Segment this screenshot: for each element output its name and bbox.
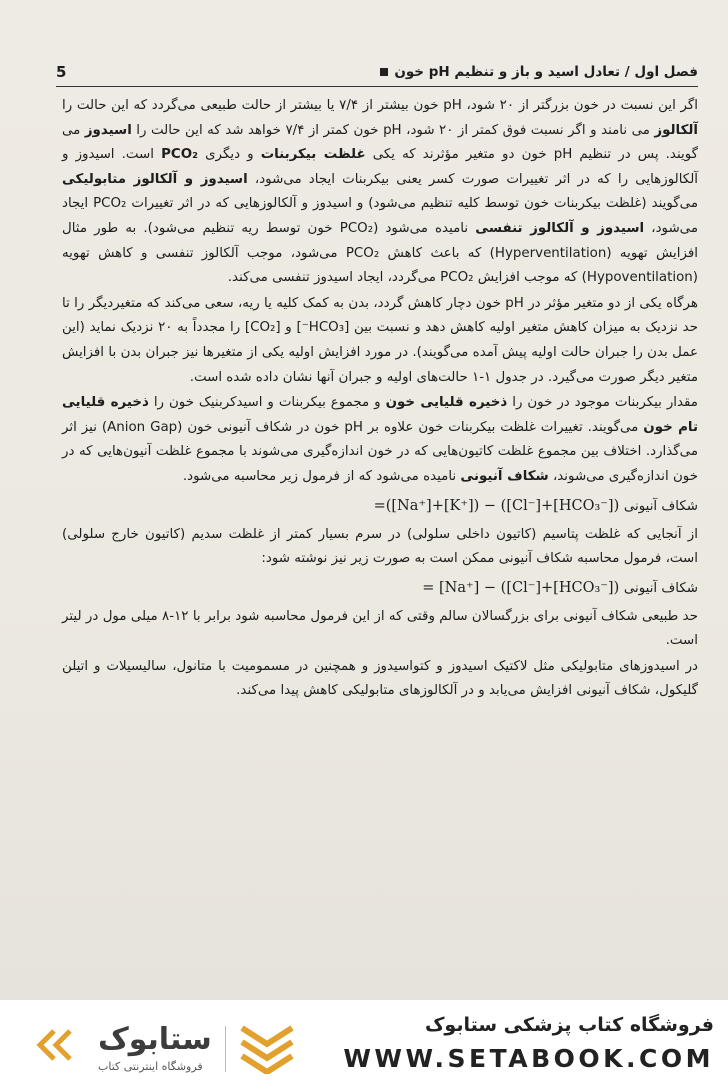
formula-label: شکاف آنیونی [623, 498, 698, 514]
text-run: و مجموع بیکربنات و اسیدکربنیک خون را [148, 395, 386, 411]
bold-term: اسیدوز [84, 122, 132, 138]
text-run: می‌گویند (غلظت بیکربنات خون توسط کلیه تنظیم می‌شود) و اسیدوز و آلکالوزهایی که در اثر تغییرات PCO₂ ایجاد می‌شود، [62, 196, 699, 236]
page-number: 5 [56, 63, 67, 81]
text-run: می‌گویند. تغییرات غلظت بیکربنات خون علاوه بر pH خون در شکاف آنیونی خون (Anion Gap) نیز اثر می‌گذارد. اختلاف بین مجموع غلظت کاتیون‌هایی که در خون اندازه‌گیری می‌شوند با مجموع غلظت آنیون‌هایی که در خون اندازه‌گیری می‌شوند، [62, 419, 698, 484]
logo-subtitle: فروشگاه اینترنتی کتاب [98, 1060, 203, 1073]
formula-label: شکاف آنیونی [623, 580, 698, 596]
logo-divider [225, 1026, 226, 1072]
text-run: اگر این نسبت در خون بزرگتر از ۲۰ شود، pH خون بیشتر از ۷/۴ یا بیشتر از حالت طبیعی می‌گردد که این حالت را [62, 98, 699, 113]
bold-term: PCO₂ [161, 147, 198, 163]
paragraph-2 [62, 292, 698, 390]
bold-term: آلکالوز [654, 122, 698, 138]
double-chevron-icon [36, 1028, 82, 1062]
text-run: مقدار بیکربنات موجود در خون را [507, 395, 698, 411]
anion-gap-formula-2 [62, 572, 698, 605]
bold-term: غلظت بیکربنات [260, 147, 366, 163]
text-run: نامیده می‌شود که از فرمول زیر محاسبه می‌شود. [182, 468, 461, 484]
square-bullet-icon [380, 68, 388, 76]
text-run: می نامند و اگر نسبت فوق کمتر از ۲۰ شود، pH خون کمتر از ۷/۴ خواهد شد که این حالت را [131, 122, 655, 138]
text-run: می گویند. پس در تنظیم pH خون دو متغیر مؤثرند که یکی [62, 122, 699, 163]
page-header [56, 58, 698, 87]
paragraph-normal-range: حد طبیعی شکاف آنیونی برای بزرگسالان سالم وقتی که از این فرمول محاسبه شود برابر با ۱۲-۸ میلی مول در لیتر است. [62, 608, 698, 649]
text-run: نامیده می‌شود (PCO₂ خون توسط ریه تنظیم می‌شود). به طور مثال افزایش تهویه (Hyperventilation) که باعث کاهش PCO₂ می‌شود، موجب آلکالوز تنفسی و کاهش تهویه (Hypoventilation) که موجب افزایش PCO₂ می‌گردد، ایجاد اسیدوز تنفسی می‌کند. [62, 220, 699, 286]
anion-gap-formula-1 [62, 490, 698, 523]
store-banner [0, 1000, 728, 1080]
paragraph-1 [62, 94, 698, 291]
page-body [62, 94, 698, 704]
store-name: فروشگاه کتاب پزشکی ستابوک [424, 1014, 714, 1036]
formula-expression: = [Na⁺] − ([Cl⁻]+[HCO₃⁻]) [422, 579, 620, 596]
store-logo[interactable] [36, 1018, 291, 1073]
bold-term: شکاف آنیونی [460, 468, 549, 484]
paragraph-last: در اسیدوزهای متابولیکی مثل لاکتیک اسیدوز و کتواسیدوز و همچنین در مسمومیت با متانول، سالیسیلات و اتیلن گلیکول، شکاف آنیونی افزایش می‌یابد و در آلکالوزهای متابولیکی کاهش پیدا می‌کند. [62, 658, 698, 699]
bold-term: ذخیره قلیایی خون [385, 395, 508, 411]
logo-wordmark: ستابوک [98, 1022, 212, 1057]
text-run: هرگاه یکی از دو متغیر مؤثر در pH خون دچار کاهش گردد، بدن به کمک کلیه یا ریه، سعی می‌کند که متغیردیگر را تا حد نزدیک به میزان کاهش متغیر اولیه کاهش دهد و نسبت بین [HCO₃⁻] و [CO₂] را مجدداً به ۲۰ نزدیک نماید (این عمل بدن را جبران حالت اولیه پیش آمده می‌گویند). در مورد افزایش اولیه یکی از متغیرها نیز جبران بدن با افزایش متغیر دیگر صورت می‌گیرد. در جدول ۱-۱ حالت‌های اولیه و جبران آنها نشان داده شده است. [62, 295, 698, 385]
bold-term: اسیدوز و آلکالوز تنفسی [475, 220, 645, 236]
bold-term: اسیدوز و آلکالوز متابولیکی [62, 171, 248, 187]
formula-expression: =([Na⁺]+[K⁺]) − ([Cl⁻]+[HCO₃⁻]) [373, 497, 620, 514]
paragraph-mid: از آنجایی که غلظت پتاسیم (کاتیون داخلی سلولی) در سرم بسیار کمتر از غلظت سدیم (کاتیون خارج سلولی) است، فرمول محاسبه شکاف آنیونی ممکن است به صورت زیر نیز نوشته شود: [62, 526, 698, 567]
running-title-text: فصل اول / تعادل اسید و باز و تنظیم pH خون [394, 64, 698, 80]
paragraph-3 [62, 391, 698, 489]
text-run: است. اسیدوز و آلکالوزهایی را که در اثر تغییرات صورت کسر یعنی بیکربنات ایجاد می‌شود، [62, 147, 698, 187]
bold-term: ذخیره قلیایی تام خون [62, 395, 698, 435]
stacked-chevron-icon [238, 1022, 296, 1074]
text-run: و دیگری [197, 147, 261, 163]
running-title [380, 64, 698, 80]
store-url-link[interactable]: WWW.SETABOOK.COM [343, 1044, 714, 1073]
